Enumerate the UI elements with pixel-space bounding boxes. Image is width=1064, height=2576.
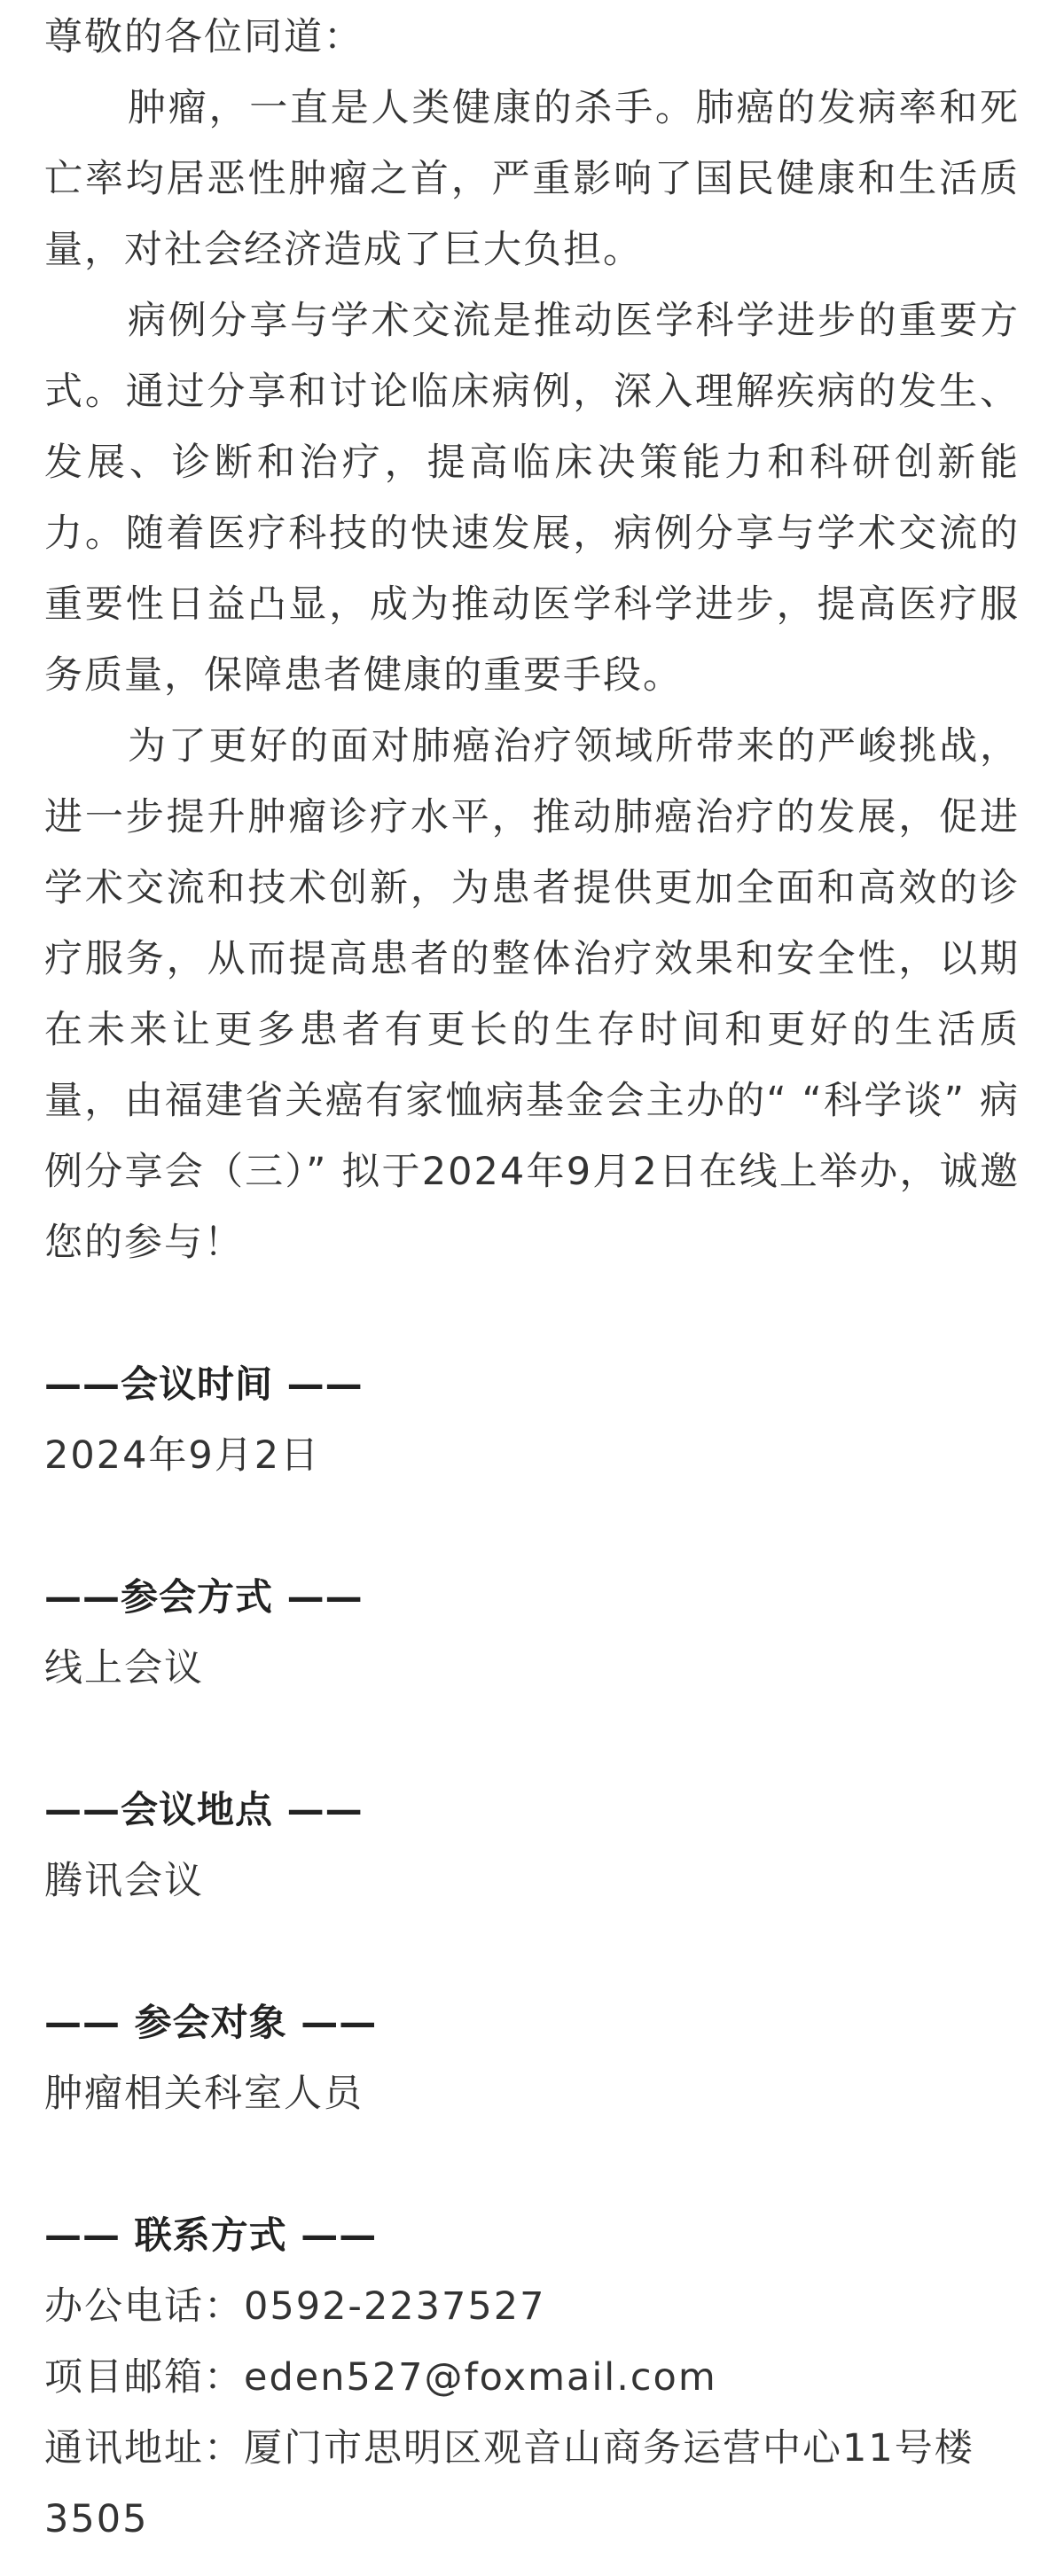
section-meeting-location	[44, 1775, 1020, 1916]
contact-address: 通讯地址：厦门市思明区观音山商务运营中心11号楼3505	[44, 2426, 974, 2541]
section-title-attendance-mode: ——参会方式 ——	[44, 1575, 364, 1619]
attendance-mode: 线上会议	[44, 1646, 204, 1690]
section-title-meeting-time: ——会议时间 ——	[44, 1362, 364, 1406]
contact-email: 项目邮箱：eden527@foxmail.com	[44, 2355, 717, 2400]
meeting-date: 2024年9月2日	[44, 1433, 321, 1478]
section-contact	[44, 2200, 1020, 2555]
meeting-location: 腾讯会议	[44, 1859, 204, 1903]
section-title-contact: —— 联系方式 ——	[44, 2213, 378, 2257]
contact-phone: 办公电话：0592-2237527	[44, 2284, 546, 2329]
paragraph-invitation: 为了更好的面对肺癌治疗领域所带来的严峻挑战，进一步提升肿瘤诊疗水平，推动肺癌治疗的发展，促进学术交流和技术创新，为患者提供更加全面和高效的诊疗服务，从而提高患者的整体治疗效果和安全性，以期在未来让更多患者有更长的生存时间和更好的生活质量，由福建省关癌有家恤病基金会主办的“ “科学谈” 病例分享会（三）” 拟于2024年9月2日在线上举办，诚邀您的参与！	[44, 724, 1020, 1265]
section-audience	[44, 1987, 1020, 2129]
section-meeting-time	[44, 1349, 1020, 1491]
section-attendance-mode	[44, 1562, 1020, 1704]
salutation: 尊敬的各位同道：	[44, 15, 364, 59]
section-title-meeting-location: ——会议地点 ——	[44, 1788, 364, 1831]
paragraph-intro: 肿瘤，一直是人类健康的杀手。肺癌的发病率和死亡率均居恶性肿瘤之首，严重影响了国民健康和生活质量，对社会经济造成了巨大负担。	[44, 86, 1020, 272]
audience: 肿瘤相关科室人员	[44, 2072, 364, 2116]
section-title-audience: —— 参会对象 ——	[44, 2001, 378, 2044]
paragraph-importance: 病例分享与学术交流是推动医学科学进步的重要方式。通过分享和讨论临床病例，深入理解疾病的发生、发展、诊断和治疗，提高临床决策能力和科研创新能力。随着医疗科技的快速发展，病例分享与学术交流的重要性日益凸显，成为推动医学科学进步，提高医疗服务质量，保障患者健康的重要手段。	[44, 299, 1020, 698]
document-page	[44, 0, 1020, 2555]
